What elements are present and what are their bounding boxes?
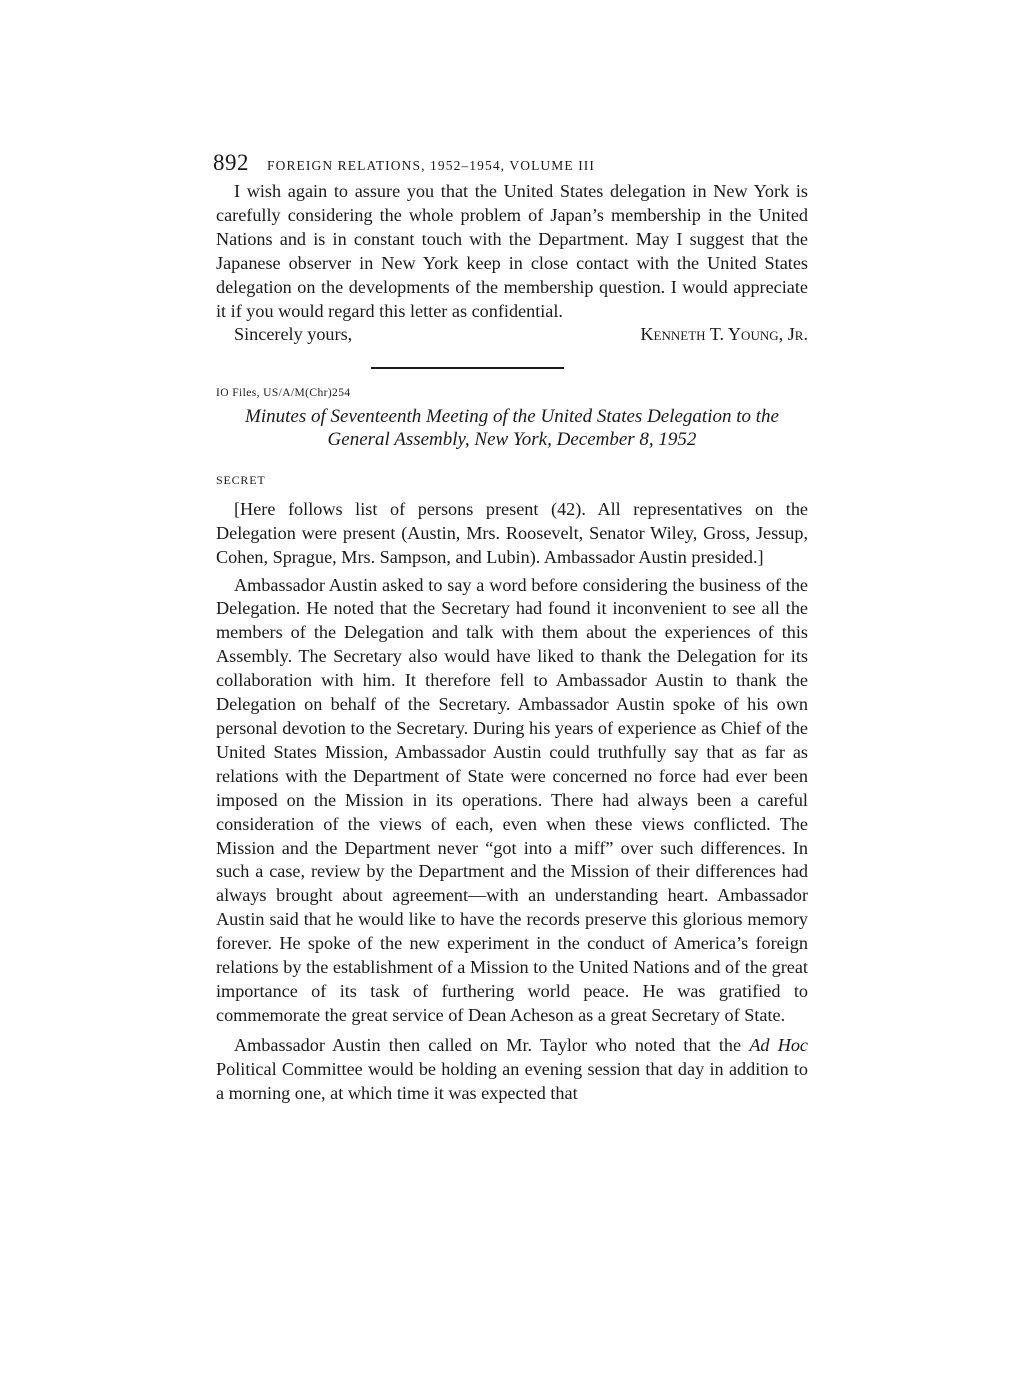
running-head <box>213 150 808 180</box>
source-citation: IO Files, US/A/M(Chr)254 <box>216 386 351 399</box>
running-title: FOREIGN RELATIONS, 1952–1954, VOLUME III <box>267 158 595 173</box>
signer-name: Kenneth T. Young, Jr. <box>640 324 808 345</box>
page-number: 892 <box>213 150 249 175</box>
complimentary-close: Sincerely yours, <box>234 324 353 345</box>
paragraph-text: Political Committee would be holding an evening session that day in addition to a morning one, at which time it was expected that <box>216 1058 808 1103</box>
signature <box>640 323 808 347</box>
body-paragraph <box>216 1034 808 1106</box>
paragraph-text: Ambassador Austin then called on Mr. Taylor who noted that the <box>234 1034 742 1055</box>
letter-closing <box>216 323 808 347</box>
committee-name-italic: Ad Hoc <box>749 1034 809 1055</box>
document-page <box>213 150 809 1106</box>
classification-marking: SECRET <box>216 472 266 487</box>
section-divider <box>371 367 564 369</box>
letter-paragraph: I wish again to assure you that the United States delegation in New York is carefully considering the whole problem of Japan’s membership in the United Nations and is in constant touch with the Department. May I suggest that the Japanese observer in New York keep in close contact with the United States delegation on the developments of the membership question. I would appreciate it if you would regard this letter as confidential. <box>216 181 808 321</box>
document-title: Minutes of Seventeenth Meeting of the United States Delegation to the General Assembly, New York, December 8, 1952 <box>245 405 779 450</box>
editorial-note: [Here follows list of persons present (42). All representatives on the Delegation were present (Austin, Mrs. Roosevelt, Senator Wiley, Gross, Jessup, Cohen, Sprague, Mrs. Sampson, and Lubin). Ambassador Austin presided.] <box>216 498 808 567</box>
body-paragraph: Ambassador Austin asked to say a word before considering the business of the Delegation. He noted that the Secretary had found it inconvenient to see all the members of the Delegation and talk with them about the experiences of this Assembly. The Secretary also would have liked to thank the Delegation for its collaboration with him. It therefore fell to Ambassador Austin to thank the Delegation on behalf of the Secretary. Ambassador Austin spoke of his own personal devotion to the Secretary. During his years of experience as Chief of the United States Mission, Ambassador Austin could truthfully say that as far as relations with the Department of State were concerned no force had ever been imposed on the Mission in its operations. There had always been a careful consideration of the views of each, even when these views conflicted. The Mission and the Department never “got into a miff” over such differences. In such a case, review by the Department and the Mission of their differences had always brought about agreement—with an understanding heart. Ambassador Austin said that he would like to have the records preserve this glorious memory forever. He spoke of the new experiment in the conduct of America’s foreign relations by the establishment of a Mission to the United Nations and of the great importance of its task of furthering world peace. He was gratified to commemorate the great service of Dean Acheson as a great Secretary of State. <box>216 574 808 1025</box>
